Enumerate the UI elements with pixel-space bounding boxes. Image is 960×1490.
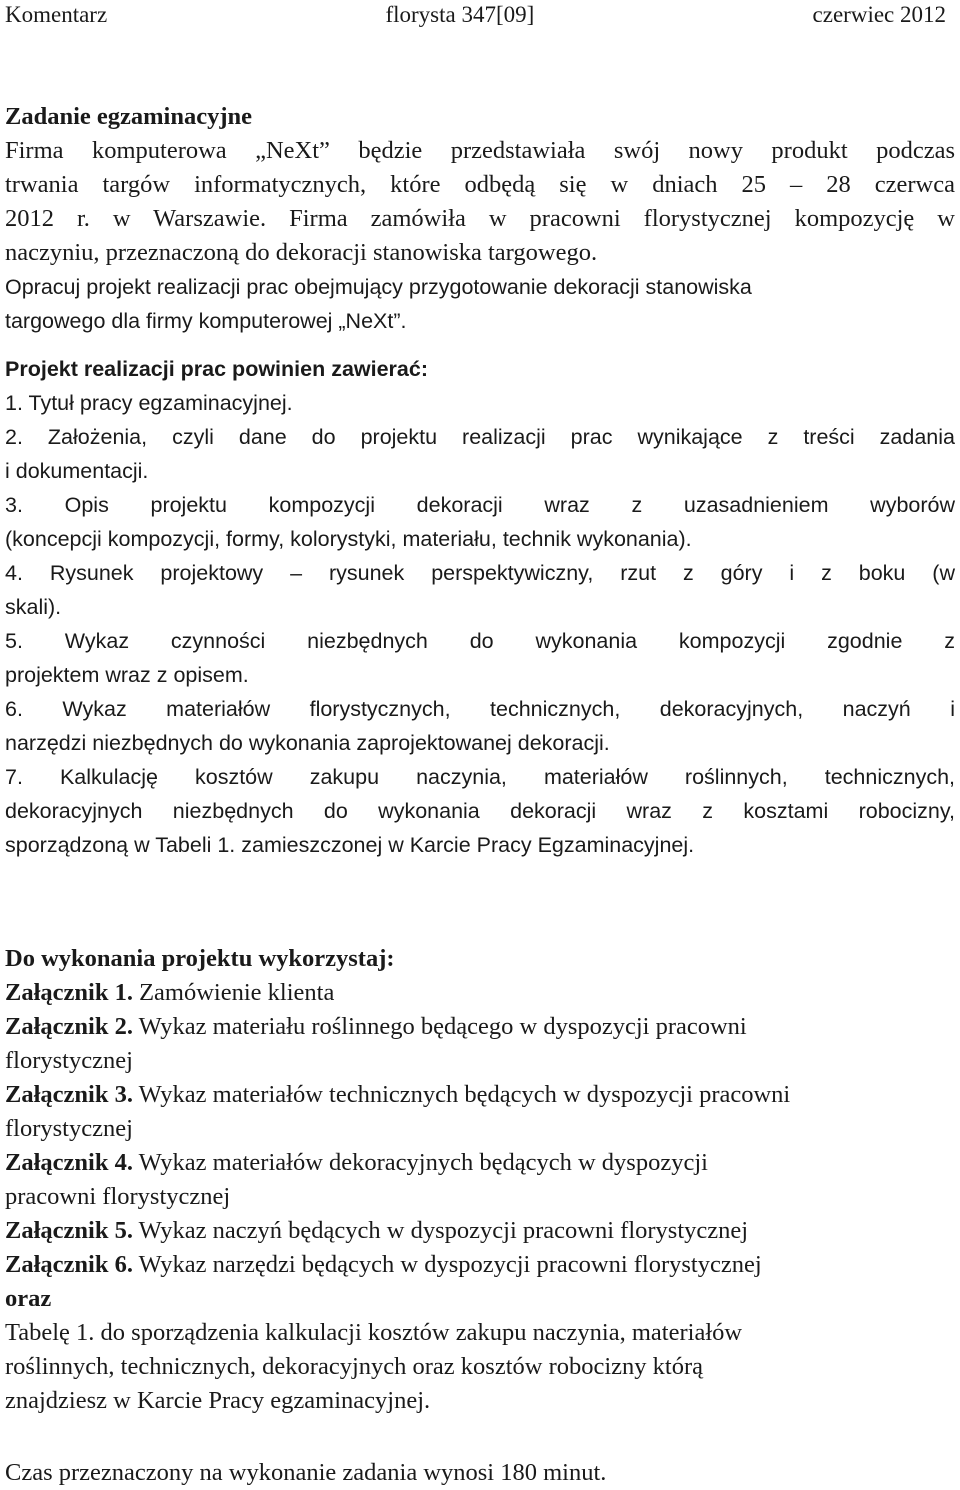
- attachment-3-cont: florystycznej: [5, 1115, 133, 1142]
- attachment-1: [5, 976, 955, 1010]
- project-item-6-cont: narzędzi niezbędnych do wykonania zaprojektowanej dekoracji.: [5, 731, 610, 755]
- attachment-6: [5, 1248, 955, 1282]
- project-item-2-cont: i dokumentacji.: [5, 459, 149, 483]
- attachment-text: Wykaz materiału roślinnego będącego w dyspozycji pracowni: [138, 1013, 747, 1040]
- attachment-text: Zamówienie klienta: [139, 979, 335, 1006]
- task-instruction-line: targowego dla firmy komputerowej „NeXt”.: [5, 309, 407, 333]
- project-item-1: 1. Tytuł pracy egzaminacyjnej.: [5, 391, 293, 415]
- attachment-label: Załącznik 2.: [5, 1013, 133, 1040]
- header-center: florysta 347[09]: [385, 2, 535, 27]
- attachment-label: Załącznik 3.: [5, 1081, 133, 1108]
- task-intro-line: 2012 r. w Warszawie. Firma zamówiła w pracowni florystycznej kompozycję w: [5, 205, 955, 232]
- resources-heading: Do wykonania projektu wykorzystaj:: [5, 945, 395, 972]
- attachment-label: Załącznik 4.: [5, 1149, 133, 1176]
- attachment-text: Wykaz naczyń będących w dyspozycji pracowni florystycznej: [138, 1217, 749, 1244]
- project-item-4: 4. Rysunek projektowy – rysunek perspektywiczny, rzut z góry i z boku (w: [5, 561, 955, 585]
- task-intro-line: naczyniu, przeznaczoną do dekoracji stanowiska targowego.: [5, 239, 598, 266]
- attachment-2-cont: florystycznej: [5, 1047, 133, 1074]
- document-body: [5, 100, 955, 1490]
- attachment-2: [5, 1010, 955, 1044]
- attachment-label: Załącznik 5.: [5, 1217, 133, 1244]
- attachment-3: [5, 1078, 955, 1112]
- project-item-2: 2. Założenia, czyli dane do projektu realizacji prac wynikające z treści zadania: [5, 425, 955, 449]
- project-item-5: 5. Wykaz czynności niezbędnych do wykonania kompozycji zgodnie z: [5, 629, 955, 653]
- time-note: Czas przeznaczony na wykonanie zadania wynosi 180 minut.: [5, 1459, 607, 1486]
- table-note-line: znajdziesz w Karcie Pracy egzaminacyjnej.: [5, 1387, 431, 1414]
- project-item-6: 6. Wykaz materiałów florystycznych, technicznych, dekoracyjnych, naczyń i: [5, 697, 955, 721]
- project-item-5-cont: projektem wraz z opisem.: [5, 663, 249, 687]
- task-intro-line: Firma komputerowa „NeXt” będzie przedstawiała swój nowy produkt podczas: [5, 137, 955, 164]
- table-note-line: roślinnych, technicznych, dekoracyjnych oraz kosztów robocizny którą: [5, 1353, 703, 1380]
- header-right: czerwiec 2012: [812, 2, 946, 27]
- attachment-text: Wykaz materiałów technicznych będących w dyspozycji pracowni: [138, 1081, 791, 1108]
- attachment-label: Załącznik 6.: [5, 1251, 133, 1278]
- attachment-text: Wykaz materiałów dekoracyjnych będących w dyspozycji: [138, 1149, 708, 1176]
- header-left: Komentarz: [5, 2, 108, 27]
- attachment-4: [5, 1146, 955, 1180]
- task-heading: Zadanie egzaminacyjne: [5, 103, 253, 130]
- project-item-3: 3. Opis projektu kompozycji dekoracji wraz z uzasadnieniem wyborów: [5, 493, 955, 517]
- task-intro-line: trwania targów informatycznych, które odbędą się w dniach 25 – 28 czerwca: [5, 171, 955, 198]
- attachment-4-cont: pracowni florystycznej: [5, 1183, 231, 1210]
- attachment-label: Załącznik 1.: [5, 979, 133, 1006]
- oraz-label: oraz: [5, 1285, 52, 1312]
- project-heading: Projekt realizacji prac powinien zawierać:: [5, 357, 428, 381]
- attachment-5: [5, 1214, 955, 1248]
- project-item-4-cont: skali).: [5, 595, 62, 619]
- project-item-7-cont: sporządzoną w Tabeli 1. zamieszczonej w Karcie Pracy Egzaminacyjnej.: [5, 833, 695, 857]
- table-note-line: Tabelę 1. do sporządzenia kalkulacji kosztów zakupu naczynia, materiałów: [5, 1319, 743, 1346]
- page-header: [5, 0, 946, 30]
- project-item-7: 7. Kalkulację kosztów zakupu naczynia, materiałów roślinnych, technicznych,: [5, 765, 955, 789]
- attachment-text: Wykaz narzędzi będących w dyspozycji pracowni florystycznej: [138, 1251, 762, 1278]
- task-instruction-line: Opracuj projekt realizacji prac obejmujący przygotowanie dekoracji stanowiska: [5, 275, 752, 299]
- project-item-7-cont: dekoracyjnych niezbędnych do wykonania dekoracji wraz z kosztami robocizny,: [5, 799, 955, 823]
- project-item-3-cont: (koncepcji kompozycji, formy, kolorystyki, materiału, technik wykonania).: [5, 527, 692, 551]
